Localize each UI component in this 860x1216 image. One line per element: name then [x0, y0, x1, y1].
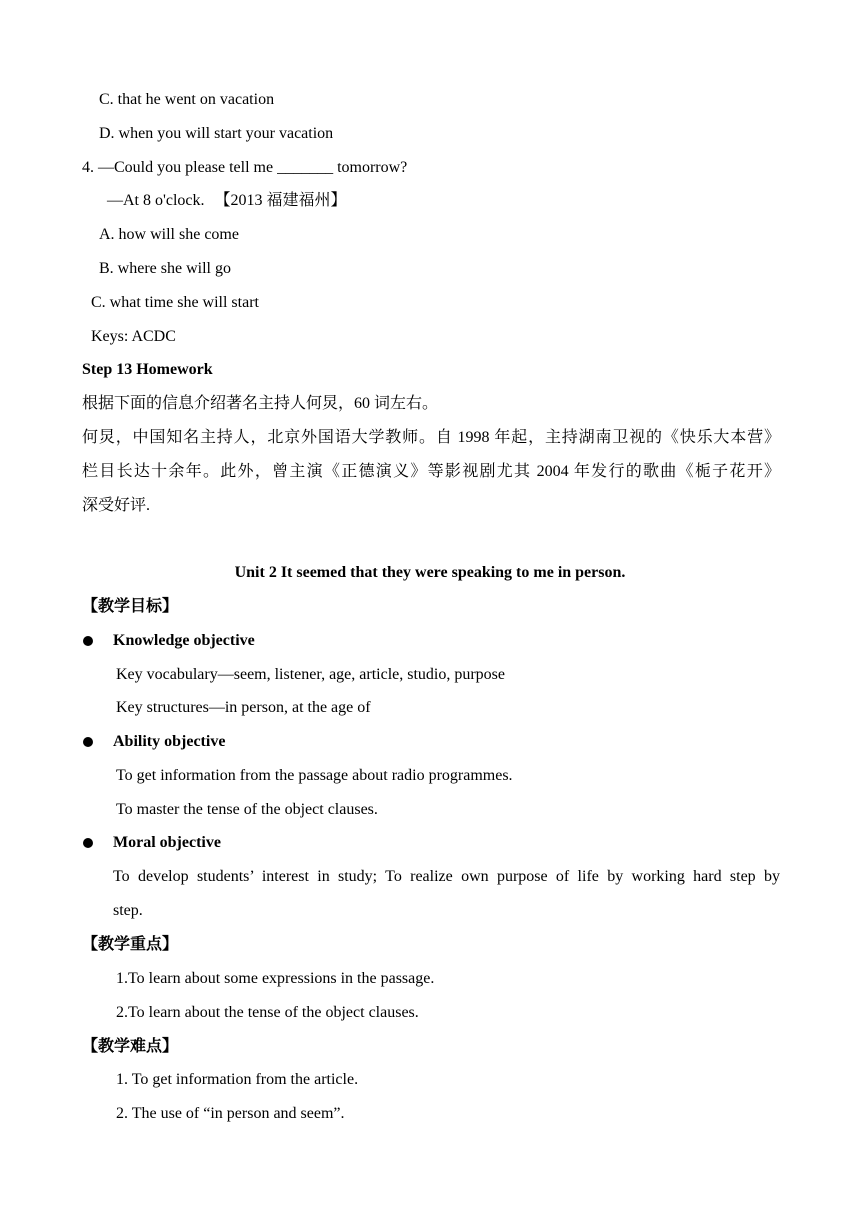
ability-line-1: To get information from the passage about radio programmes. [116, 767, 513, 784]
homework-bio-line-3: 深受好评. [82, 497, 151, 514]
q4-source: 【2013 福建福州】 [214, 192, 347, 209]
knowledge-objective-heading: Knowledge objective [113, 632, 255, 649]
key-points-heading: 【教学重点】 [82, 936, 179, 953]
homework-bio-line-2: 栏目长达十余年。此外，曾主演《正德演义》等影视剧尤其 2004 年发行的歌曲《栀子花开》 [82, 463, 780, 480]
q4-option-a: A. how will she come [99, 226, 239, 243]
unit-title: Unit 2 It seemed that they were speaking to me in person. [234, 564, 626, 581]
q3-option-d: D. when you will start your vacation [99, 125, 334, 142]
difficulty-1: 1. To get information from the article. [116, 1071, 359, 1088]
q4-option-b: B. where she will go [99, 260, 231, 277]
q4-question: 4. —Could you please tell me _______ tomorrow? [82, 159, 408, 176]
q4-answer-text: —At 8 o'clock. [107, 192, 205, 209]
q4-answer [107, 191, 347, 211]
key-vocabulary: Key vocabulary—seem, listener, age, article, studio, purpose [116, 666, 506, 683]
ability-line-2: To master the tense of the object clauses. [116, 801, 378, 818]
bullet-icon [83, 636, 93, 646]
key-point-2: 2.To learn about the tense of the object clauses. [116, 1004, 419, 1021]
bullet-icon [83, 737, 93, 747]
q4-option-c: C. what time she will start [91, 294, 259, 311]
difficulties-heading: 【教学难点】 [82, 1038, 179, 1055]
homework-bio-line-1: 何炅，中国知名主持人，北京外国语大学教师。自 1998 年起，主持湖南卫视的《快乐大本营》 [82, 429, 780, 446]
homework-heading: Step 13 Homework [82, 361, 213, 378]
difficulty-2: 2. The use of “in person and seem”. [116, 1105, 345, 1122]
bullet-icon [83, 838, 93, 848]
key-structures: Key structures—in person, at the age of [116, 699, 371, 716]
ability-objective-heading: Ability objective [113, 733, 226, 750]
moral-line-2: step. [113, 902, 143, 919]
moral-objective-heading: Moral objective [113, 834, 221, 851]
key-point-1: 1.To learn about some expressions in the passage. [116, 970, 435, 987]
teaching-goals-heading: 【教学目标】 [82, 598, 179, 615]
answer-keys: Keys: ACDC [91, 328, 176, 345]
q3-option-c: C. that he went on vacation [99, 91, 275, 108]
homework-instruction: 根据下面的信息介绍著名主持人何炅，60 词左右。 [82, 395, 439, 412]
moral-line-1: To develop students’ interest in study; To realize own purpose of life by working hard step by [113, 868, 780, 885]
